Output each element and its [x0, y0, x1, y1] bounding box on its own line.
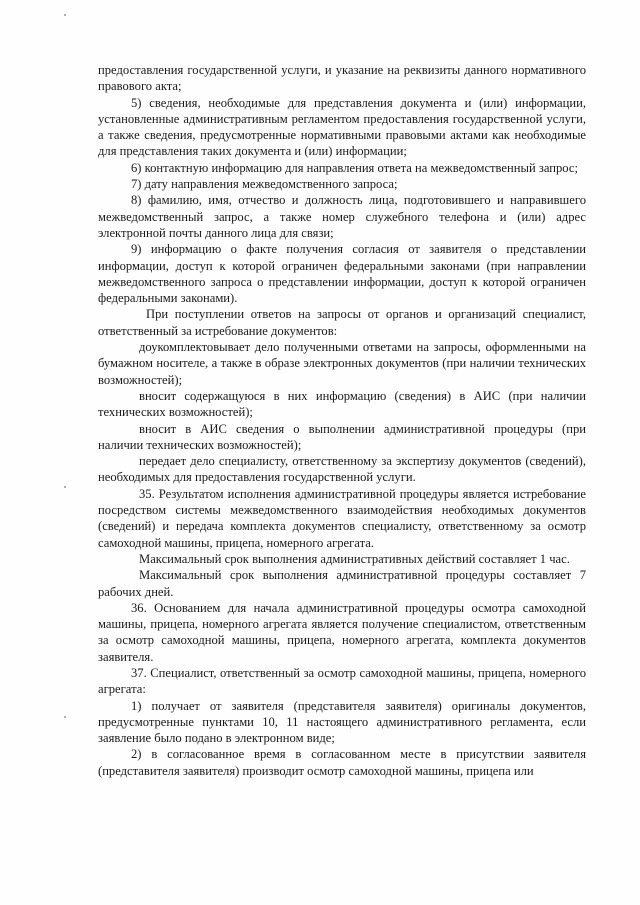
paragraph: 2) в согласованное время в согласованном месте в присутствии заявителя (представителя заявителя) производит осмотр самоходной машины, прицепа или: [98, 747, 586, 778]
paragraph: 35. Результатом исполнения административной процедуры является истребование посредством системы межведомственного взаимодействия необходимых документов (сведений) и передача комплекта документов специалисту, ответственному за осмотр самоходной машины, прицепа, номерного агрегата.: [98, 486, 586, 550]
scan-mark: [64, 14, 66, 16]
paragraph: 7) дату направления межведомственного запроса;: [131, 177, 398, 192]
paragraph: Максимальный срок выполнения административной процедуры составляет 7 рабочих дней.: [98, 568, 586, 599]
paragraph: 5) сведения, необходимые для представления документа и (или) информации, установленные административным регламентом предоставления государственной услуги, а также сведения, предусмотренные нормативными правовыми актами как необходимые для представления таких документа и (или) информации;: [98, 95, 586, 159]
paragraph: вносит содержащуюся в них информацию (сведения) в АИС (при наличии технических возможностей);: [98, 388, 586, 420]
paragraph: 8) фамилию, имя, отчество и должность лица, подготовившего и направившего межведомственный запрос, а также номер служебного телефона и (или) адрес электронной почты данного лица для связи;: [98, 193, 586, 240]
paragraph: 6) контактную информацию для направления ответа на межведомственный запрос;: [131, 160, 578, 175]
paragraph: предоставления государственной услуги, и указание на реквизиты данного нормативного правового акта;: [98, 63, 586, 94]
paragraph: передает дело специалисту, ответственному за экспертизу документов (сведений), необходимых для предоставления государственной услуги.: [98, 454, 586, 485]
scan-mark: [64, 486, 66, 488]
paragraph: Максимальный срок выполнения административных действий составляет 1 час.: [139, 551, 570, 566]
paragraph: 1) получает от заявителя (представителя заявителя) оригиналы документов, предусмотренные пунктами 10, 11 настоящего административного регламента, если заявление было подано в электронном виде;: [98, 698, 586, 746]
scan-mark: [64, 716, 66, 718]
paragraph: 37. Специалист, ответственный за осмотр самоходной машины, прицепа, номерного агрегата:: [98, 665, 586, 697]
document-body: [98, 62, 586, 779]
paragraph: 9) информацию о факте получения согласия от заявителя о представлении информации, доступ к которой ограничен федеральными законами (при направлении межведомственного запроса о представлении информации, доступ к которой ограничен федеральными законами).: [98, 242, 586, 306]
paragraph: вносит в АИС сведения о выполнении административной процедуры (при наличии технических возможностей);: [98, 421, 586, 452]
paragraph: При поступлении ответов на запросы от органов и организаций специалист, ответственный за истребование документов:: [98, 307, 586, 338]
paragraph: доукомплектовывает дело полученными ответами на запросы, оформленными на бумажном носителе, а также в образе электронных документов (при наличии технических возможностей);: [98, 340, 586, 387]
paragraph: 36. Основанием для начала административной процедуры осмотра самоходной машины, прицепа, номерного агрегата является получение специалистом, ответственным за осмотр самоходной машины, прицепа, номерного агрегата, комплекта документов заявителя.: [98, 600, 586, 664]
